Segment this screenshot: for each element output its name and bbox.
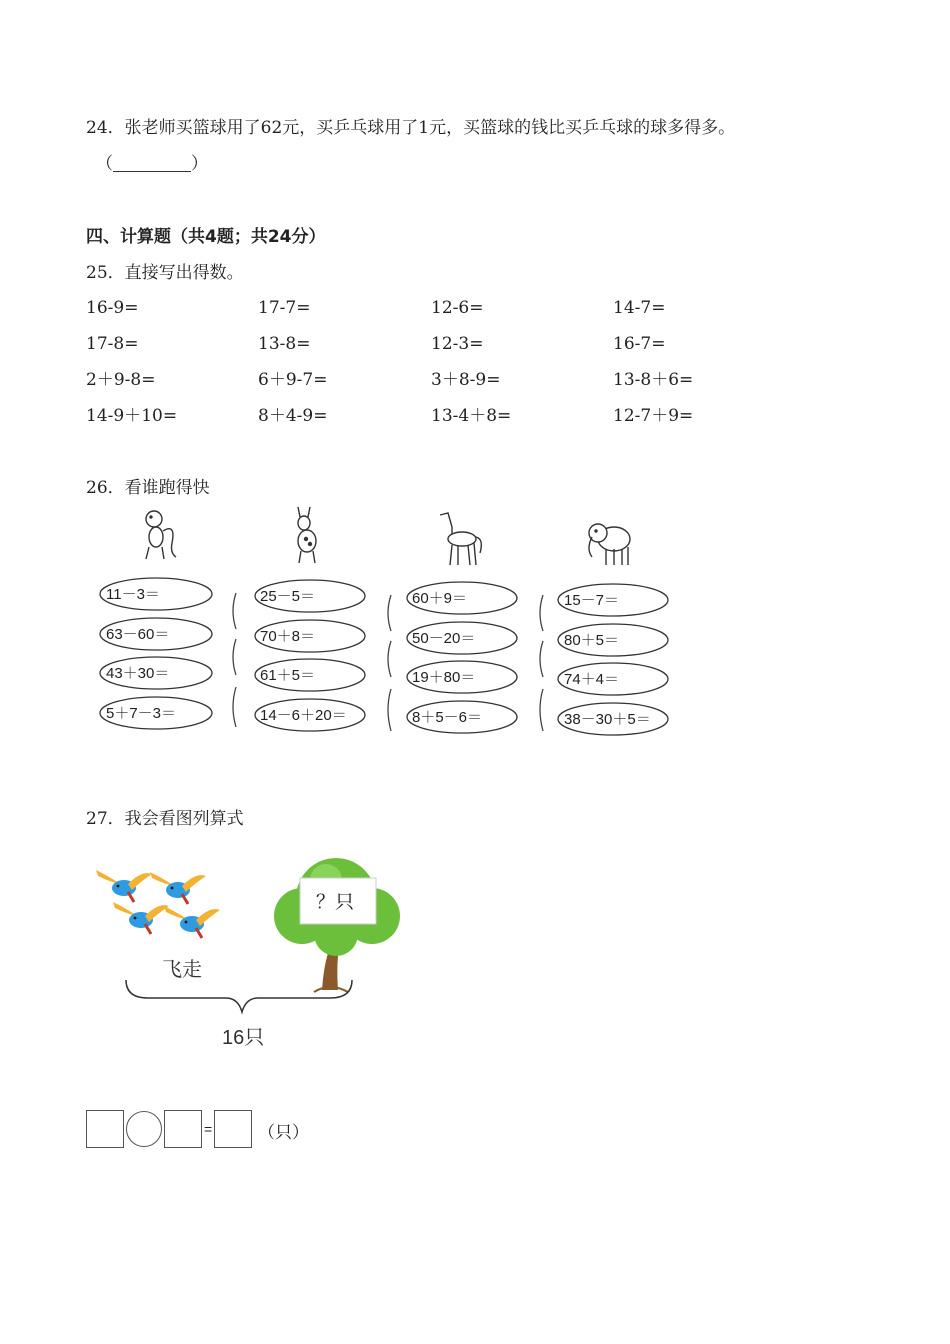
calc-item: 8＋4-9= <box>258 406 328 426</box>
sign-label: ？只 <box>316 892 355 913</box>
bird-icon <box>113 902 169 934</box>
race-item: 25－5＝ <box>260 588 316 605</box>
calc-item: 14-7= <box>613 298 666 318</box>
flew-away-label: 飞走 <box>162 959 202 981</box>
deer-icon <box>298 507 316 563</box>
race-item: 61＋5＝ <box>260 667 316 684</box>
calc-item: 13-8= <box>258 334 311 354</box>
race-item: 5＋7－3＝ <box>106 705 177 722</box>
race-item: 60＋9＝ <box>412 590 468 607</box>
q24-close-paren: ） <box>191 154 208 174</box>
calc-item: 12-6= <box>431 298 484 318</box>
race-item: 38－30＋5＝ <box>564 711 651 728</box>
equation-row <box>86 1110 346 1152</box>
q25-title: 25．直接写出得数。 <box>86 263 244 283</box>
calc-item: 16-9= <box>86 298 139 318</box>
q24-open-paren: （ <box>96 154 113 174</box>
lane-horse <box>407 582 517 733</box>
unit-label: （只） <box>258 1123 309 1143</box>
calc-item: 6＋9-7= <box>258 370 328 390</box>
bird-icon <box>164 906 220 938</box>
q27-title: 27．我会看图列算式 <box>86 809 244 829</box>
calc-item: 2＋9-8= <box>86 370 156 390</box>
section-title: 四、计算题（共4题；共24分） <box>86 227 326 247</box>
calc-item: 12-3= <box>431 334 484 354</box>
bird-icon <box>96 870 152 902</box>
q24-text: 24．张老师买篮球用了62元，买乒乓球用了1元，买篮球的钱比买乒乓球的球多得多。 <box>86 118 736 138</box>
total-brace <box>126 980 352 1012</box>
calc-item: 17-8= <box>86 334 139 354</box>
calc-item: 16-7= <box>613 334 666 354</box>
calc-item: 13-4＋8= <box>431 406 512 426</box>
race-item: 70＋8＝ <box>260 628 316 645</box>
operator-circle[interactable] <box>126 1111 162 1147</box>
race-item: 15－7＝ <box>564 592 620 609</box>
lane-elephant <box>558 584 668 735</box>
horse-icon <box>440 513 481 565</box>
bird-icon <box>150 872 206 904</box>
race-item: 63－60＝ <box>106 626 170 643</box>
race-item: 80＋5＝ <box>564 632 620 649</box>
race-item: 50－20＝ <box>412 630 476 647</box>
calc-item: 3＋8-9= <box>431 370 501 390</box>
monkey-icon <box>146 511 176 559</box>
race-item: 8＋5－6＝ <box>412 709 483 726</box>
lane-deer <box>255 580 365 731</box>
race-figure <box>86 505 686 745</box>
lane-monkey <box>100 578 212 729</box>
race-item: 11－3＝ <box>106 586 160 603</box>
total-label: 16只 <box>222 1027 265 1049</box>
race-item: 74＋4＝ <box>564 671 620 688</box>
bird-tree-figure <box>86 850 426 1060</box>
answer-blank-line <box>113 155 191 172</box>
equals-sign: = <box>204 1121 213 1137</box>
q24-answer-blank[interactable] <box>96 153 208 175</box>
calc-item: 12-7＋9= <box>613 406 694 426</box>
race-item: 14－6＋20＝ <box>260 707 347 724</box>
calc-item: 14-9＋10= <box>86 406 178 426</box>
answer-box[interactable] <box>164 1110 202 1148</box>
calc-item: 13-8＋6= <box>613 370 694 390</box>
race-item: 19＋80＝ <box>412 669 476 686</box>
calc-item: 17-7= <box>258 298 311 318</box>
race-item: 43＋30＝ <box>106 665 170 682</box>
answer-box[interactable] <box>214 1110 252 1148</box>
answer-box[interactable] <box>86 1110 124 1148</box>
elephant-icon <box>589 524 630 565</box>
q26-title: 26．看谁跑得快 <box>86 478 210 498</box>
